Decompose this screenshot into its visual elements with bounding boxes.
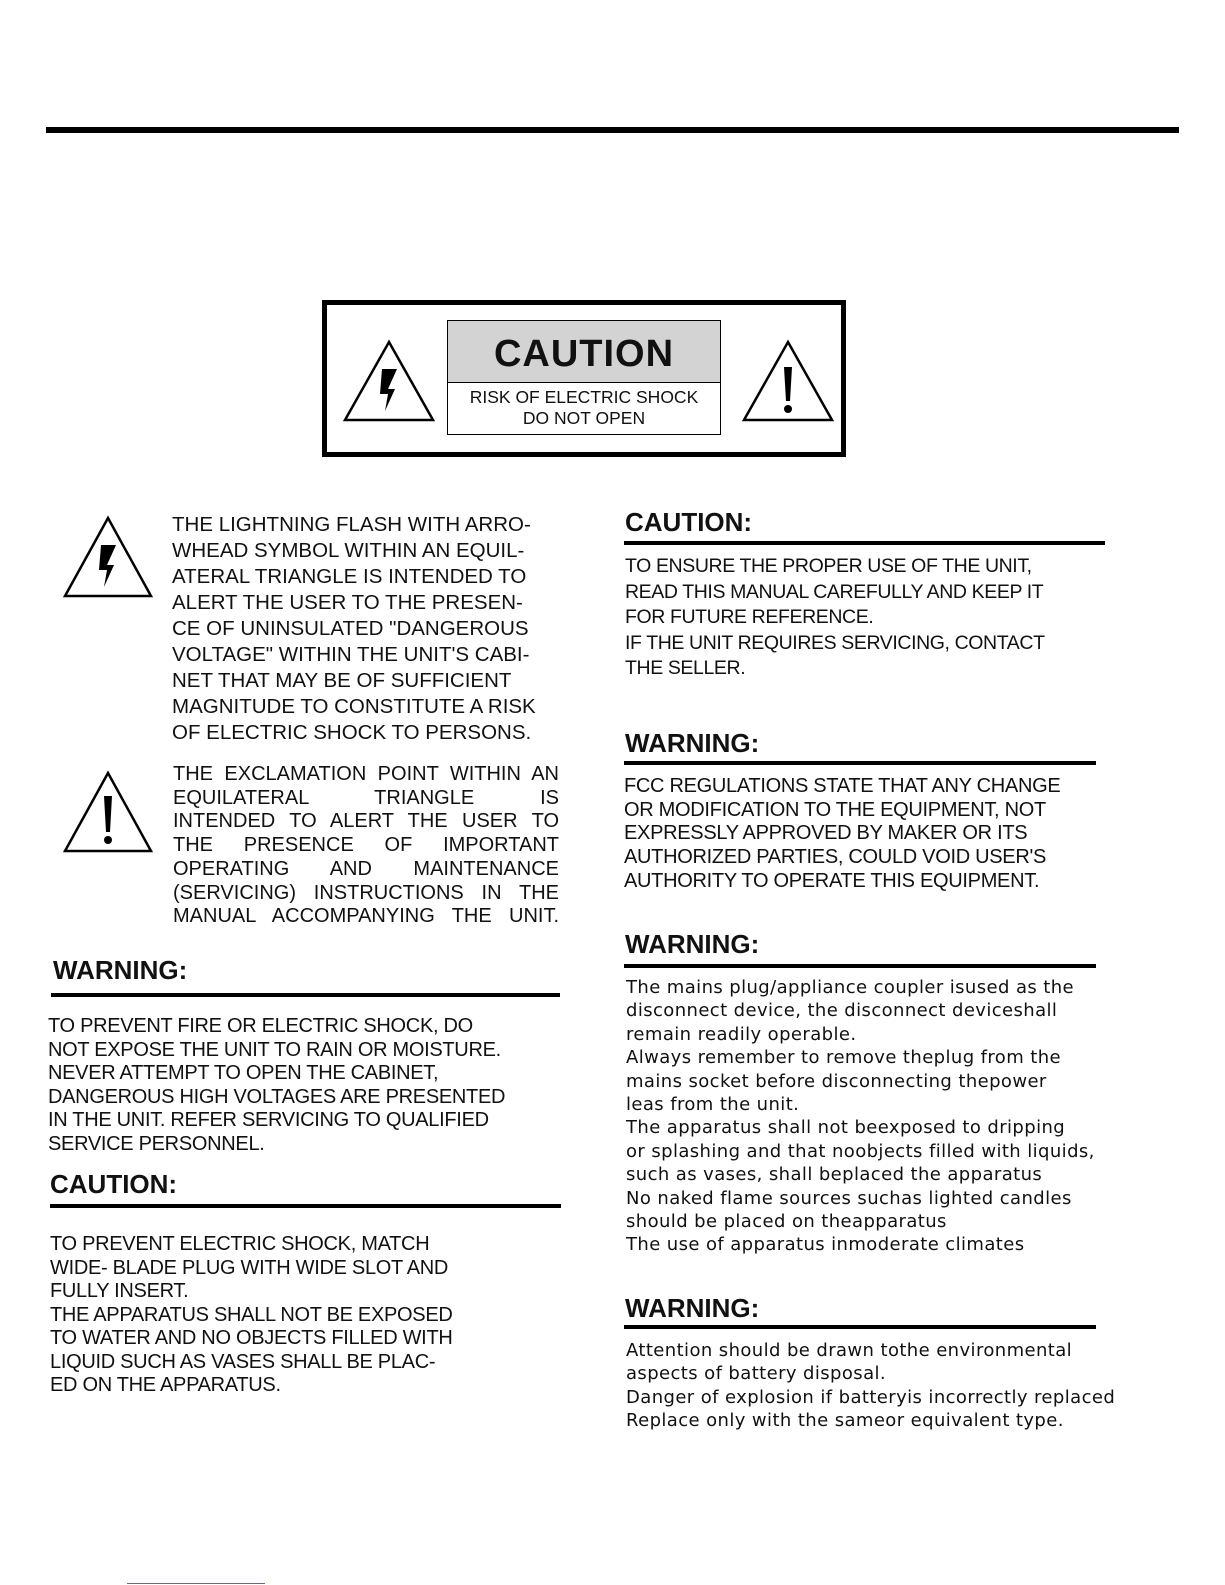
left-warning-heading: WARNING: — [53, 955, 188, 985]
exclamation-triangle-icon — [62, 770, 154, 859]
mains-warning-rule — [624, 964, 1096, 968]
mains-warning-body: The mains plug/appliance coupler isused as the disconnect device, the disconnect deviceshall remain readily operable. Always remember to remove theplug from the mains socket before disconnecting thepower leas from the unit. The apparatus shall not beexposed to dripping or splashing and that noobjects filled with liquids, such as vases, shall beplaced the apparatus No naked flame sources suchas lighted candles should be placed on theapparatus The use of apparatus inmoderate climates — [626, 977, 1095, 1256]
caution-subtitle-line1: RISK OF ELECTRIC SHOCK — [469, 387, 699, 407]
caution-subtitle — [448, 383, 720, 429]
exclamation-line: THE PRESENCE OF IMPORTANT — [173, 834, 559, 857]
exclamation-line: INTENDED TO ALERT THE USER TO — [173, 810, 559, 833]
exclamation-line: THE EXCLAMATION POINT WITHIN AN — [173, 763, 559, 785]
left-caution-body: TO PREVENT ELECTRIC SHOCK, MATCH WIDE- BLADE PLUG WITH WIDE SLOT AND FULLY INSERT. THE APPARATUS SHALL NOT BE EXPOSED TO WATER AND NO OBJECTS FILLED WITH LIQUID SUCH AS VASES SHALL BE PLAC- ED ON THE APPARATUS. — [50, 1233, 453, 1396]
caution-title: CAUTION — [448, 321, 720, 383]
battery-warning-rule — [624, 1325, 1096, 1329]
battery-warning-body: Attention should be drawn tothe environmental aspects of battery disposal. Danger of explosion if batteryis incorrectly replaced Replace only with the sameor equivalent type. — [626, 1340, 1116, 1432]
lightning-symbol-description: THE LIGHTNING FLASH WITH ARRO- WHEAD SYMBOL WITHIN AN EQUIL- ATERAL TRIANGLE IS INTENDED TO ALERT THE USER TO THE PRESEN- CE OF UNINSULATED "DANGEROUS VOLTAGE" WITHIN THE UNIT'S CABI- NET THAT MAY BE OF SUFFICIENT MAGNITUDE TO CONSTITUTE A RISK OF ELECTRIC SHOCK TO PERSONS. — [172, 513, 536, 744]
lightning-triangle-icon — [62, 515, 154, 604]
exclamation-triangle-icon — [741, 339, 835, 428]
fcc-warning-rule — [624, 761, 1096, 765]
left-warning-rule — [51, 993, 560, 997]
right-caution-heading: CAUTION: — [625, 507, 753, 537]
exclamation-symbol-description — [173, 763, 559, 929]
right-caution-rule — [624, 541, 1105, 545]
fcc-warning-body: FCC REGULATIONS STATE THAT ANY CHANGE OR MODIFICATION TO THE EQUIPMENT, NOT EXPRESSLY APPROVED BY MAKER OR ITS AUTHORIZED PARTIES, COULD VOID USER'S AUTHORITY TO OPERATE THIS EQUIPMENT. — [624, 775, 1061, 892]
caution-subtitle-line2: DO NOT OPEN — [522, 408, 646, 428]
exclamation-line: OPERATING AND MAINTENANCE — [173, 857, 559, 880]
exclamation-line: MANUAL ACCOMPANYING THE UNIT. — [173, 905, 559, 928]
left-warning-body: TO PREVENT FIRE OR ELECTRIC SHOCK, DO NOT EXPOSE THE UNIT TO RAIN OR MOISTURE. NEVER ATTEMPT TO OPEN THE CABINET, DANGEROUS HIGH VOLTAGES ARE PRESENTED IN THE UNIT. REFER SERVICING TO QUALIFIED SERVICE PERSONNEL. — [48, 1015, 506, 1155]
fcc-warning-heading: WARNING: — [625, 728, 760, 758]
left-caution-heading: CAUTION: — [50, 1169, 178, 1199]
exclamation-line: (SERVICING) INSTRUCTIONS IN THE — [173, 881, 559, 904]
mains-warning-heading: WARNING: — [625, 929, 760, 959]
footer-link-underline — [127, 1583, 265, 1584]
exclamation-line: EQUILATERAL TRIANGLE IS — [173, 786, 559, 809]
right-caution-body: TO ENSURE THE PROPER USE OF THE UNIT, READ THIS MANUAL CAREFULLY AND KEEP IT FOR FUTURE REFERENCE. IF THE UNIT REQUIRES SERVICING, CONTACT THE SELLER. — [625, 555, 1045, 679]
lightning-triangle-icon — [342, 339, 436, 428]
left-caution-rule — [50, 1204, 561, 1208]
caution-label-box — [447, 320, 721, 435]
top-rule — [46, 127, 1179, 133]
caution-banner — [322, 300, 846, 457]
battery-warning-heading: WARNING: — [625, 1293, 760, 1323]
